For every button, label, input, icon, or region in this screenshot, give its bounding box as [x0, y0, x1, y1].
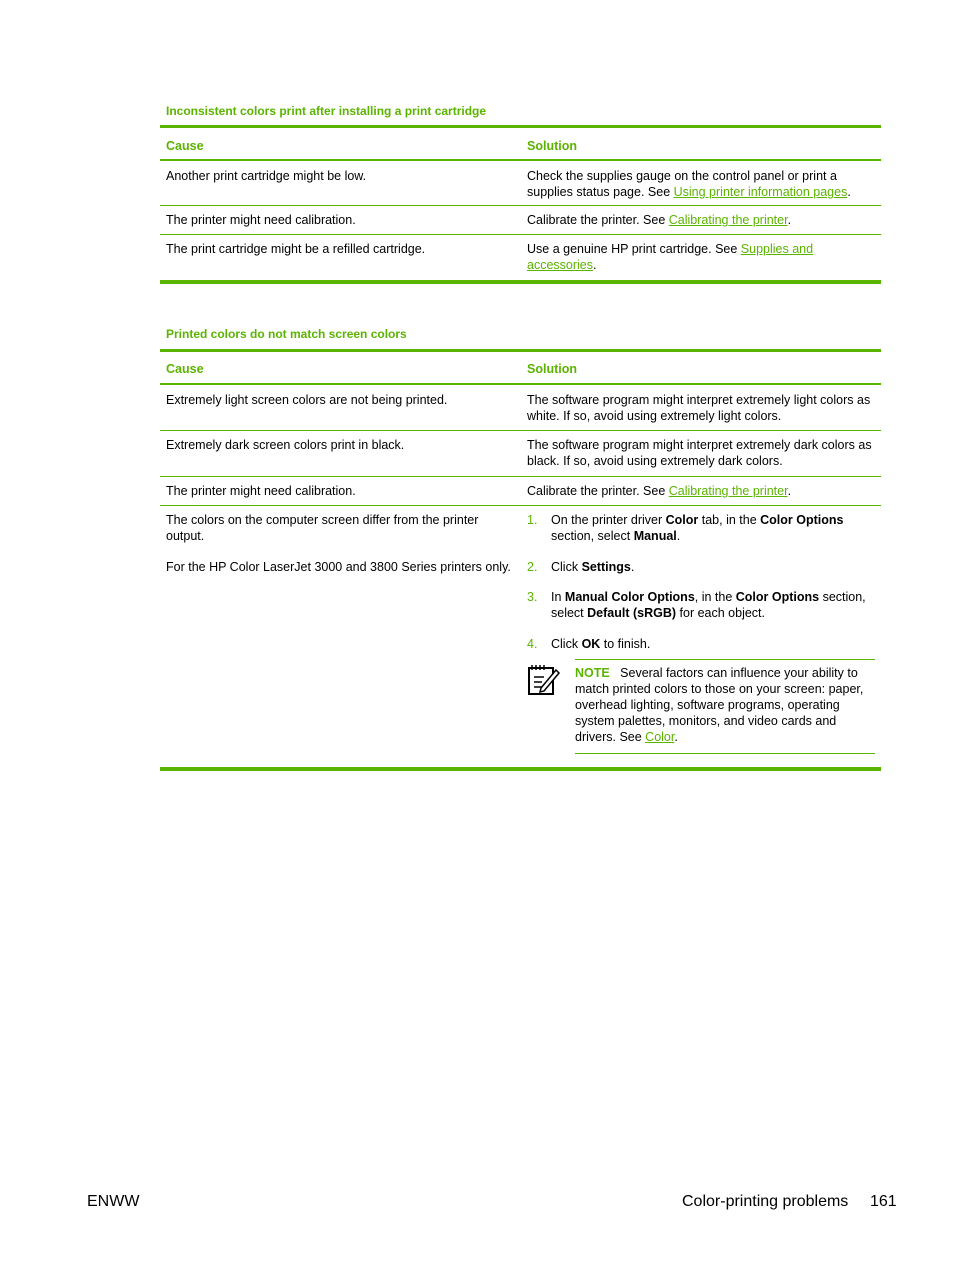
step-bold: Color Options: [735, 590, 820, 604]
step-fragment: to finish.: [600, 637, 651, 651]
step-fragment: On the printer driver: [551, 513, 666, 527]
cause-cell: The printer might need calibration.: [166, 213, 356, 227]
step-fragment: Click: [551, 637, 582, 651]
table2-header-cause: Cause: [166, 362, 204, 376]
table2: [160, 349, 881, 771]
cause-cell: Extremely light screen colors are not being printed.: [166, 393, 448, 407]
solution-end: .: [593, 258, 597, 272]
note-label: NOTE: [575, 666, 610, 680]
step-fragment: section, select: [551, 529, 634, 543]
table-row: [160, 506, 881, 767]
step-bold: Manual Color Options: [564, 590, 695, 604]
calibrating-printer-link[interactable]: Calibrating the printer: [668, 213, 788, 227]
solution-cell: [527, 241, 877, 273]
solution-text: Calibrate the printer. See: [527, 484, 669, 498]
solution-cell: [527, 168, 877, 200]
step-bold: Color: [665, 513, 699, 527]
color-link[interactable]: Color: [645, 730, 675, 744]
solution-end: .: [847, 185, 851, 199]
solution-cell: [527, 483, 877, 499]
solution-text: Use a genuine HP print cartridge. See: [527, 242, 741, 256]
step-number: 2.: [527, 560, 538, 574]
note-body: [575, 659, 875, 754]
table1-header-row: [160, 128, 881, 159]
step-fragment: .: [676, 529, 681, 543]
table1-header-cause: Cause: [166, 139, 204, 153]
step-text: [551, 512, 877, 544]
cause-cell: Extremely dark screen colors print in black.: [166, 438, 405, 452]
table-row: [160, 477, 881, 505]
step-bold: Settings: [581, 560, 631, 574]
note-icon: [527, 662, 561, 696]
cause-cell: The colors on the computer screen differ from the printer output.: [166, 513, 479, 543]
step-fragment: Click: [551, 560, 582, 574]
solution-text: Calibrate the printer. See: [527, 213, 669, 227]
page-number: 161: [870, 1193, 897, 1210]
step-number: 4.: [527, 637, 538, 651]
cause-cell: Another print cartridge might be low.: [166, 169, 367, 183]
cause-cell: The print cartridge might be a refilled cartridge.: [166, 242, 426, 256]
table2-bottom-rule: [160, 767, 881, 771]
table-row: [160, 206, 881, 234]
step-text: [551, 589, 877, 621]
footer-left: ENWW: [87, 1193, 140, 1210]
step-number: 3.: [527, 590, 538, 604]
table-row: [160, 235, 881, 280]
step-text: [551, 559, 877, 575]
table1: [160, 125, 881, 284]
cause-cell: The printer might need calibration.: [166, 484, 356, 498]
step-text: [551, 636, 877, 652]
table1-title: Inconsistent colors print after installing a print cartridge: [166, 104, 487, 118]
table1-header-solution: Solution: [527, 139, 577, 153]
table-row: [160, 161, 881, 205]
step-bold: Default (sRGB): [587, 606, 677, 620]
supplies-accessories-link[interactable]: Supplies and accessories: [527, 242, 814, 272]
footer-section: Color-printing problems: [682, 1193, 849, 1210]
table1-bottom-rule: [160, 280, 881, 284]
solution-end: .: [787, 213, 792, 227]
step-fragment: , in the: [694, 590, 736, 604]
note-text: Several factors can influence your ability to match printed colors to those on your screen: paper, overhead lighting, software programs, operating system palettes, monitors, and video cards and drivers. See: [575, 666, 864, 744]
step-fragment: In: [551, 590, 565, 604]
cause-cell-note: For the HP Color LaserJet 3000 and 3800 Series printers only.: [166, 560, 511, 574]
solution-text: Check the supplies gauge on the control panel or print a supplies status page. See: [527, 169, 837, 199]
solution-cell: The software program might interpret extremely light colors as white. If so, avoid using extremely light colors.: [527, 393, 871, 423]
table2-title: Printed colors do not match screen colors: [166, 327, 407, 341]
solution-cell: [527, 506, 877, 767]
table-row: [160, 385, 881, 430]
table2-header-solution: Solution: [527, 362, 577, 376]
step-fragment: tab, in the: [698, 513, 761, 527]
note-end: .: [674, 730, 678, 744]
step-fragment: section, select: [551, 590, 866, 620]
step-number: 1.: [527, 513, 538, 527]
step-bold: Color Options: [760, 513, 844, 527]
step-fragment: for each object.: [676, 606, 765, 620]
solution-cell: [527, 212, 877, 228]
step-bold: Manual: [633, 529, 677, 543]
step-bold: OK: [581, 637, 601, 651]
table2-header-row: [160, 352, 881, 383]
table-row: [160, 431, 881, 476]
using-printer-info-link[interactable]: Using printer information pages: [673, 185, 848, 199]
solution-end: .: [787, 484, 792, 498]
step-fragment: .: [630, 560, 635, 574]
calibrating-printer-link[interactable]: Calibrating the printer: [668, 484, 788, 498]
solution-cell: The software program might interpret extremely dark colors as black. If so, avoid using extremely dark colors.: [527, 438, 872, 468]
